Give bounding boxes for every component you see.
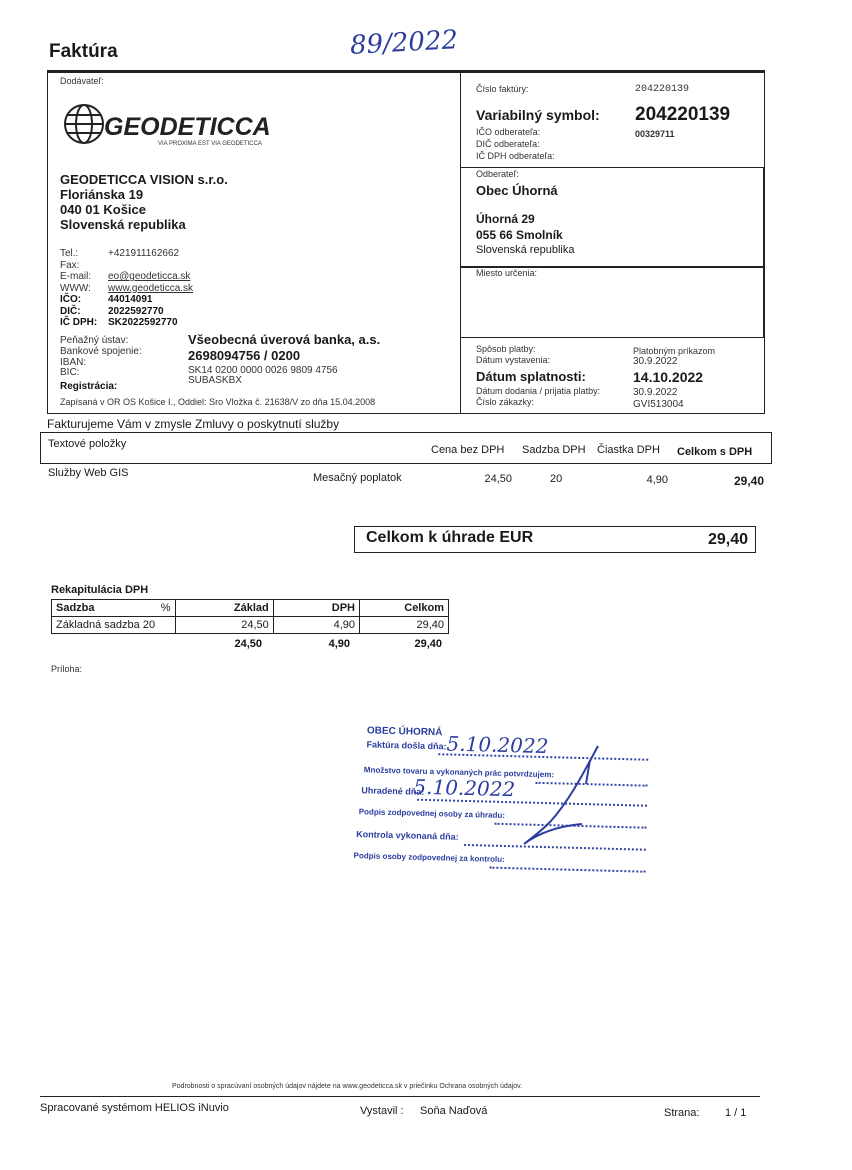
payment-method-label: Spôsob platby:: [476, 344, 536, 354]
stamp-line-check: Kontrola vykonaná dňa:: [356, 829, 459, 842]
stamp-line-received: Faktúra došla dňa:: [366, 739, 447, 752]
customer-dic-label: DIČ odberateľa:: [476, 139, 540, 149]
variable-symbol: 204220139: [635, 104, 731, 125]
recap-row-pct: 20: [142, 619, 156, 631]
supplier-country: Slovenská republika: [60, 217, 186, 232]
recap-title: Rekapitulácia DPH: [51, 584, 149, 596]
page-title: Faktúra: [49, 41, 118, 62]
item-description: Mesačný poplatok: [313, 472, 402, 484]
intro-text: Fakturujeme Vám v zmysle Zmluvy o poskytnutí služby: [47, 417, 340, 431]
recap-col-total: Celkom: [360, 600, 449, 617]
delivery-date: 30.9.2022: [633, 387, 678, 398]
delivery-date-label: Dátum dodania / prijatia platby:: [476, 386, 601, 396]
supplier-logo-tagline: VIA PROXIMA EST VIA GEODETICCA: [158, 141, 262, 147]
globe-logo-icon: [62, 102, 106, 146]
recap-col-rate: [52, 600, 176, 617]
recap-row-total: 29,40: [360, 617, 449, 634]
email-link[interactable]: eo@geodeticca.sk: [108, 271, 191, 282]
recap-row-name: [52, 617, 176, 634]
contact-label: E-mail:: [60, 271, 92, 282]
account-number: 2698094756 / 0200: [188, 348, 301, 363]
col-text-items: Textové položky: [48, 438, 127, 450]
customer-name: Obec Úhorná: [476, 183, 558, 198]
contact-value: SK2022592770: [108, 317, 178, 328]
contact-value: +421911162662: [108, 248, 180, 259]
contact-label: IČ DPH:: [60, 317, 98, 328]
contact-label: WWW:: [60, 282, 91, 294]
total-due-label: Celkom k úhrade EUR: [366, 529, 534, 546]
contact-label: DIČ:: [60, 305, 81, 317]
item-vat: 4,90: [646, 474, 668, 486]
contact-value: 2022592770: [108, 305, 164, 317]
invoice-number-label: Číslo faktúry:: [476, 84, 529, 94]
recap-table: [51, 599, 449, 634]
contact-row-fax: [60, 260, 97, 272]
item-name: Služby Web GIS: [48, 467, 129, 479]
customer-ico: 00329711: [635, 129, 675, 139]
col-price: Cena bez DPH: [431, 444, 505, 456]
customer-label: Odberateľ:: [476, 169, 519, 179]
contact-label: Fax:: [60, 259, 80, 271]
website-link[interactable]: www.geodeticca.sk: [108, 282, 194, 294]
recap-sum-base: 24,50: [234, 638, 262, 650]
stamp-title: OBEC ÚHORNÁ: [366, 725, 443, 739]
contact-row-icdph: [60, 317, 178, 329]
recap-row-base: 24,50: [175, 617, 273, 634]
items-table-header: [40, 432, 772, 464]
col-total: Celkom s DPH: [677, 446, 753, 458]
item-rate: 20: [550, 473, 563, 485]
iban-value: SK14 0200 0000 0026 9809 4756: [188, 365, 338, 376]
issued-by-label: Vystavil :: [360, 1105, 404, 1117]
customer-street: Úhorná 29: [476, 212, 535, 226]
recap-header-row: [52, 600, 449, 617]
registration-text: Zapísaná v OR OS Košice I., Oddiel: Sro Vložka č. 21638/V zo dňa 15.04.2008: [60, 397, 376, 407]
supplier-label: Dodávateľ:: [60, 76, 104, 86]
contact-label: Tel.:: [60, 248, 79, 259]
recap-row-vat: 4,90: [273, 617, 359, 634]
col-vat: Čiastka DPH: [597, 444, 660, 456]
customer-ico-label: IČO odberateľa:: [476, 127, 541, 137]
registration-label: Registrácia:: [60, 381, 118, 392]
issue-date: 30.9.2022: [633, 356, 678, 367]
system-note: Spracované systémom HELIOS iNuvio: [40, 1102, 229, 1114]
payment-method: Platobným príkazom: [633, 346, 716, 356]
contact-label: IČO:: [60, 294, 82, 305]
contact-value: 44014091: [108, 294, 153, 305]
contact-row-email: [60, 271, 191, 283]
handwritten-received-date: 5.10.2022: [446, 731, 549, 759]
item-price: 24,50: [484, 473, 512, 485]
stamp-line-paid: Uhradené dňa:: [361, 785, 425, 797]
handwritten-invoice-number: 89/2022: [349, 25, 459, 61]
page-number: 1 / 1: [725, 1107, 747, 1119]
due-date: 14.10.2022: [633, 369, 704, 385]
supplier-logo-text: GEODETICCA: [104, 113, 271, 141]
item-total: 29,40: [733, 474, 764, 488]
supplier-logo: [62, 102, 106, 151]
footer-rule: [40, 1096, 760, 1097]
recap-col-vat: DPH: [273, 600, 359, 617]
supplier-city: 040 01 Košice: [60, 202, 147, 217]
customer-city: 055 66 Smolník: [476, 228, 563, 242]
destination-label: Miesto určenia:: [476, 268, 538, 278]
due-date-label: Dátum splatnosti:: [476, 369, 586, 384]
contact-row-ico: [60, 294, 153, 306]
recap-sum-total: 29,40: [414, 638, 442, 650]
bic-label: BIC:: [60, 367, 80, 378]
supplier-contacts: [60, 248, 194, 329]
attachment-label: Príloha:: [51, 664, 83, 674]
privacy-note: Podrobnosti o spracúvaní osobných údajov nájdete na www.geodeticca.sk v priečinku Ochrana osobných údajov.: [172, 1083, 523, 1090]
contact-row-dic: [60, 305, 164, 318]
stamp-line-payment-signature: Podpis zodpovednej osoby za úhradu:: [358, 807, 506, 821]
supplier-name: GEODETICCA VISION s.r.o.: [60, 172, 228, 187]
bank-label: Peňažný ústav:: [60, 335, 129, 346]
invoice-number: 204220139: [635, 84, 690, 95]
iban-label: IBAN:: [60, 357, 87, 368]
order-number-label: Číslo zákazky:: [476, 397, 535, 407]
handwritten-paid-date: 5.10.2022: [413, 774, 516, 802]
stamp-line-check-signature: Podpis osoby zodpovednej za kontrolu:: [353, 851, 505, 865]
page-label: Strana:: [664, 1107, 700, 1119]
stamp-line-quantity: Množstvo tovaru a vykonaných prác potvrdzujem:: [363, 765, 555, 780]
account-label: Bankové spojenie:: [60, 346, 142, 357]
variable-symbol-label: Variabilný symbol:: [476, 107, 600, 123]
recap-row-label: Základná sadzba: [56, 619, 140, 631]
total-due-value: 29,40: [707, 531, 748, 548]
recap-col-pct: %: [160, 602, 171, 614]
order-number: GVI513004: [633, 399, 684, 410]
recap-col-base: Základ: [175, 600, 273, 617]
supplier-street: Floriánska 19: [60, 187, 144, 202]
contact-row-tel: [60, 248, 180, 260]
stamp-dots: [489, 867, 645, 873]
bank-name: Všeobecná úverová banka, a.s.: [188, 332, 381, 347]
supplier-address: [60, 172, 228, 232]
handwritten-signature: [490, 740, 610, 860]
bic-value: SUBASKBX: [188, 375, 242, 386]
col-rate: Sadzba DPH: [522, 444, 586, 456]
customer-icdph-label: IČ DPH odberateľa:: [476, 151, 555, 161]
contact-row-www: [60, 282, 194, 295]
recap-col-rate-label: Sadzba: [56, 602, 95, 614]
issued-by: Soňa Naďová: [420, 1105, 488, 1117]
recap-row: [52, 617, 449, 634]
recap-sum-vat: 4,90: [328, 638, 350, 650]
issue-date-label: Dátum vystavenia:: [476, 355, 551, 365]
customer-country: Slovenská republika: [476, 244, 575, 256]
